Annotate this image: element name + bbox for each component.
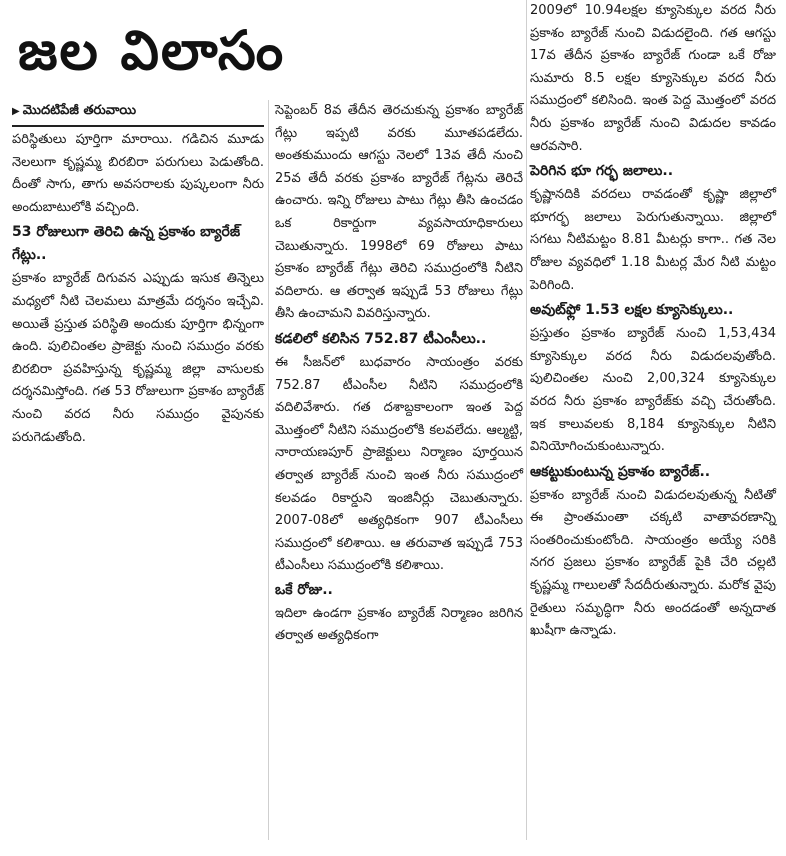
subheading: అవుట్‌ఫ్లో 1.53 లక్షల క్యూసెక్కులు.. bbox=[530, 302, 734, 319]
paragraph: 2009లో 10.94లక్షల క్యూసెక్కుల వరద నీరు ప్రకాశం బ్యారేజ్ నుంచి విడుదలైంది. గత ఆగస్టు 17వ తేదీన ప్రకాశం బ్యారేజ్ గుండా ఒకే రోజు సుమారు 8.5 లక్షల క్యూసెక్కుల వరద నీరు సముద్రంలో కలిసింది. ఇంత పెద్ద మొత్తంలో వరద నీరు ప్రకాశం బ్యారేజ్ నుంచి విడుదల కావడం ఆరవసారి. bbox=[530, 3, 776, 154]
paragraph: ప్రస్తుతం ప్రకాశం బ్యారేజ్ నుంచి 1,53,434 క్యూసెక్కుల వరద నీరు విడుదలవుతోంది. పులిచింతల నుంచి 2,00,324 క్యూసెక్కుల వరద నీరు ప్రకాశం బ్యారేజ్‌కు వచ్చి చేరుతోంది. ఇక కాలువలకు 8,184 క్యూసెక్కుల నీటిని వినియోగించుకుంటున్నారు. bbox=[530, 326, 776, 455]
kicker-rule bbox=[12, 125, 264, 127]
subheading: 53 రోజులుగా తెరిచి ఉన్న ప్రకాశం బ్యారేజ్ గేట్లు.. bbox=[12, 224, 241, 264]
article-column-2 bbox=[275, 100, 523, 648]
subheading: పెరిగిన భూ గర్భ జలాలు.. bbox=[530, 163, 674, 180]
column-divider bbox=[526, 0, 527, 840]
article-headline: జల విలాసం bbox=[18, 19, 286, 82]
column-divider bbox=[268, 100, 269, 840]
continued-kicker bbox=[12, 100, 264, 123]
subheading: కడలిలో కలిసిన 752.87 టీఎంసీలు.. bbox=[275, 330, 487, 347]
paragraph: ఈ సీజన్‌లో బుధవారం సాయంత్రం వరకు 752.87 టీఎంసీల నీటిని సముద్రంలోకి వదిలివేశారు. గత దశాబ్దకాలంగా ఇంత పెద్ద మొత్తంలో నీటిని సముద్రంలోకి కలవలేదు. ఆల్మట్టి, నారాయణపూర్ ప్రాజెక్టులు నిర్మాణం పూర్తయిన తర్వాత బ్యారేజ్ నుంచి ఇంత నీరు సముద్రంలో కలవడం రికార్డుని ఇంజినీర్లు చెబుతున్నారు. 2007-08లో అత్యధికంగా 907 టీఎంసీలు సముద్రంలో కలిశాయి. ఆ తరువాత ఇప్పుడే 753 టీఎంసీలు సముద్రంలోకి కలిశాయి. bbox=[275, 354, 523, 574]
subheading: ఆకట్టుకుంటున్న ప్రకాశం బ్యారేజ్.. bbox=[530, 463, 711, 480]
paragraph: ప్రకాశం బ్యారేజ్ దిగువన ఎప్పుడు ఇసుక తిన్నెలు మధ్యలో నీటి చెలమలు మాత్రమే దర్శనం ఇచ్చేవి. అయితే ప్రస్తుత పరిస్థితి అందుకు పూర్తిగా భిన్నంగా ఉంది. పులిచింతల ప్రాజెక్టు నుంచి సముద్రం వరకు బిరబిరా ప్రవహిస్తున్న కృష్ణమ్మ జిల్లా వాసులకు దర్శనమిస్తోంది. గత 53 రోజులుగా ప్రకాశం బ్యారేజ్ నుంచి వరద నీరు సముద్రం వైపునకు పరుగెడుతోంది. bbox=[12, 271, 264, 445]
paragraph: ప్రకాశం బ్యారేజ్ నుంచి విడుదలవుతున్న నీటితో ఈ ప్రాంతమంతా చక్కటి వాతావరణాన్ని సంతరించుకుంటోంది. సాయంత్రం అయ్యే సరికి నగర ప్రజలు ప్రకాశం బ్యారేజ్ పైకి చేరి చల్లటి కృష్ణమ్మ గాలులతో సేదదీరుతున్నారు. మరోక వైపు రైతులు సమృద్ధిగా నీరు అందడంతో అన్నదాత ఖుషీగా ఉన్నాడు. bbox=[530, 487, 776, 639]
paragraph: కృష్ణానదికి వరదలు రావడంతో కృష్ణా జిల్లాలో భూగర్భ జలాలు పెరుగుతున్నాయి. జిల్లాలో సగటు నీటిమట్టం 8.81 మీటర్లు కాగా.. గత నెల రోజుల వ్యవధిలో 1.18 మీటర్ల మేర నీటి మట్టం పెరిగింది. bbox=[530, 187, 776, 293]
subheading: ఒకే రోజు.. bbox=[275, 581, 333, 598]
paragraph: ఇదిలా ఉండగా ప్రకాశం బ్యారేజ్ నిర్మాణం జరిగిన తర్వాత అత్యధికంగా bbox=[275, 605, 523, 644]
paragraph: పరిస్థితులు పూర్తిగా మారాయి. గడిచిన మూడు నెలలుగా కృష్ణమ్మ బిరబిరా పరుగులు పెడుతోంది. దీంతో సాగు, తాగు అవసరాలకు పుష్కలంగా నీరు అందుబాటులోకి వచ్చింది. bbox=[12, 132, 264, 215]
article-column-3 bbox=[530, 0, 776, 643]
paragraph: సెప్టెంబర్ 8వ తేదీన తెరచుకున్న ప్రకాశం బ్యారేజ్ గేట్లు ఇప్పటి వరకు మూతపడలేదు. అంతకుముందు ఆగస్టు నెలలో 13వ తేదీ నుంచి 25వ తేదీ వరకు ప్రకాశం బ్యారేజ్ గేట్లను తెరిచే ఉంచారు. ఇన్ని రోజులు పాటు గేట్లు తీసి ఉంచడం ఒక రికార్డుగా వ్యవసాయాధికారులు చెబుతున్నారు. 1998లో 69 రోజులు పాటు ప్రకాశం బ్యారేజ్ గేట్లు తెరిచి సముద్రంలోకి నీటిని వదిలారు. ఆ తర్వాత ఇప్పుడే 53 రోజులు గేట్లు తీసి ఉంచామని వివరిస్తున్నారు. bbox=[275, 103, 523, 322]
triangle-bullet-icon: ▶ bbox=[12, 106, 20, 117]
article-column-1 bbox=[12, 100, 264, 449]
kicker-label: మొదటిపేజీ తరువాయి bbox=[22, 103, 137, 118]
